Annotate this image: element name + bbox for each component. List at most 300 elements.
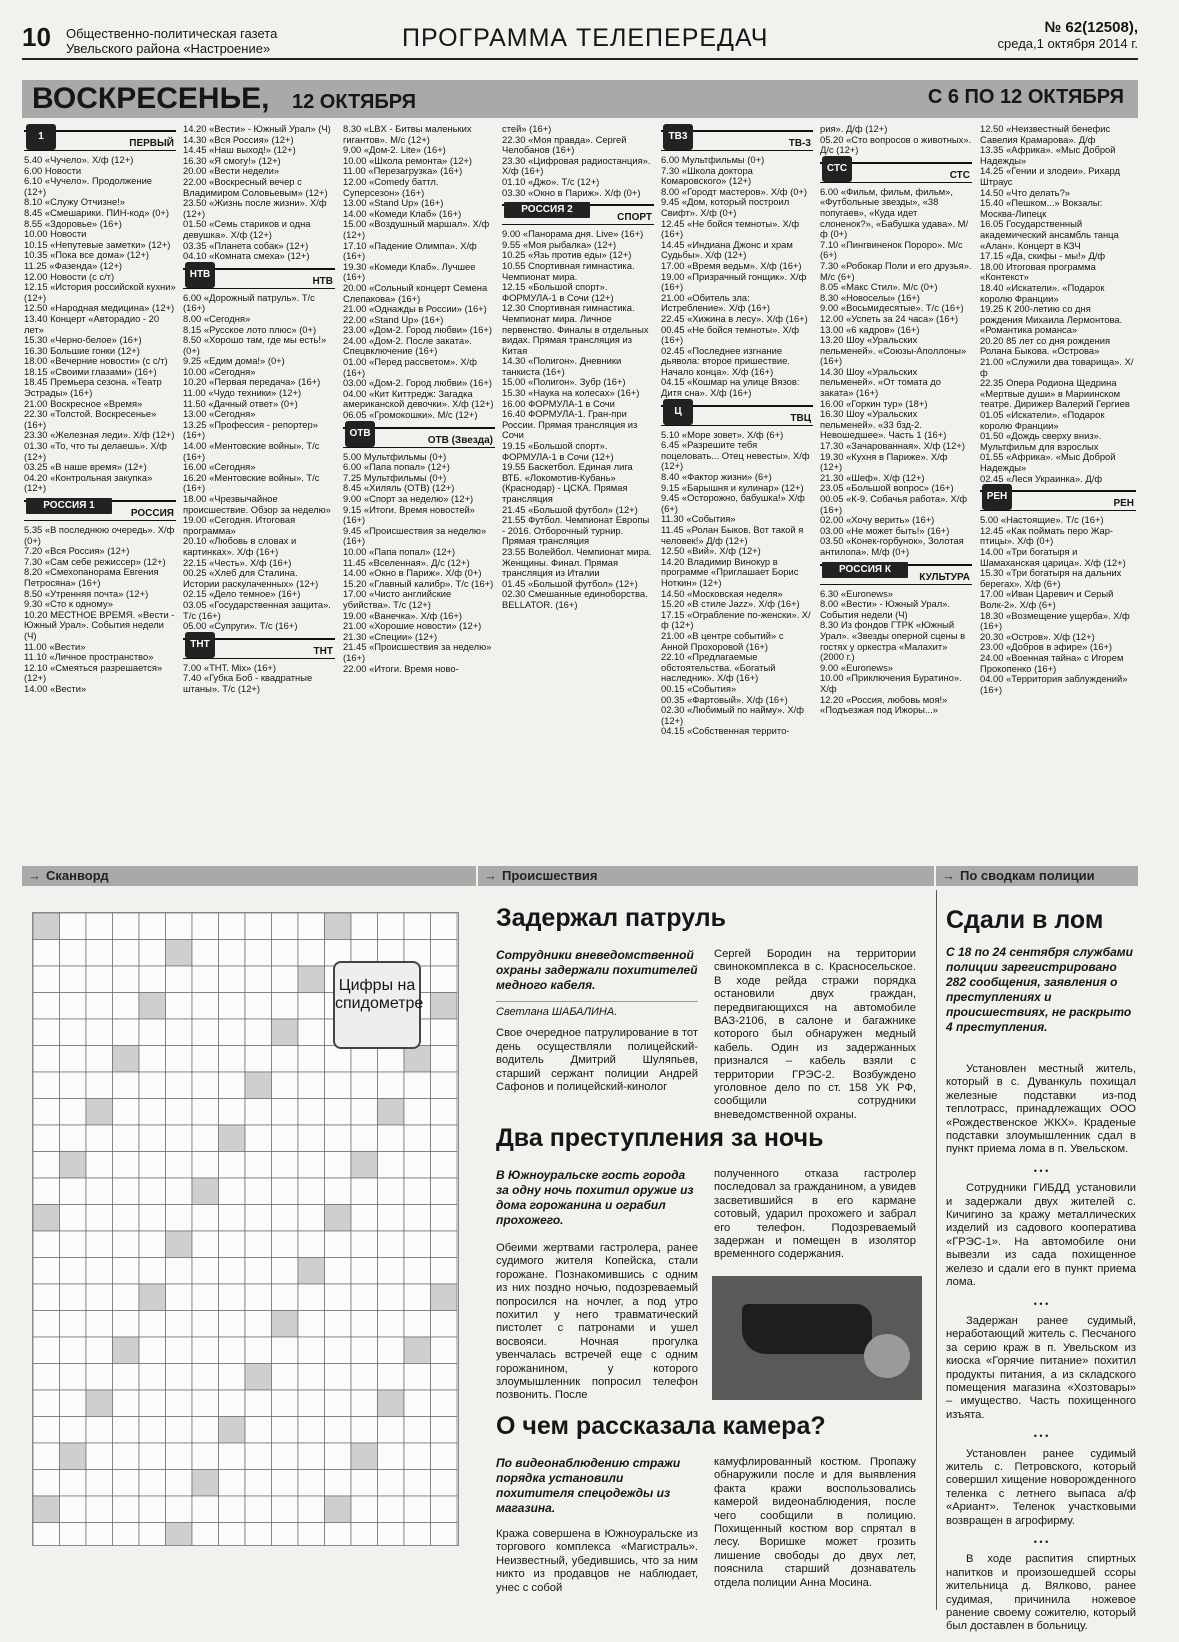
crossword-cell bbox=[192, 1072, 219, 1099]
channel-header-kultura: РОССИЯ К КУЛЬТУРА bbox=[820, 564, 972, 585]
channel-header-tnt: ТНТ ТНТ bbox=[183, 638, 335, 659]
crossword-cell bbox=[33, 1258, 60, 1285]
crossword-cell bbox=[378, 1470, 405, 1497]
tv-column-1 bbox=[24, 124, 176, 854]
crossword-cell bbox=[272, 1284, 299, 1311]
crossword-cell bbox=[33, 1205, 60, 1232]
crossword-cell bbox=[245, 1125, 272, 1152]
crossword-cell bbox=[192, 1311, 219, 1338]
crossword-cell bbox=[325, 1364, 352, 1391]
crossword-cell bbox=[404, 1072, 431, 1099]
crossword-cell bbox=[272, 1046, 299, 1073]
band-crossword: → Сканворд bbox=[22, 866, 476, 886]
crossword-cell bbox=[431, 1178, 458, 1205]
crossword-cell bbox=[139, 1523, 166, 1546]
crossword-cell bbox=[60, 1205, 87, 1232]
pistol-photo bbox=[712, 1276, 922, 1400]
crossword-cell bbox=[351, 1523, 378, 1546]
crossword-cell bbox=[86, 1152, 113, 1179]
crossword-cell bbox=[192, 1470, 219, 1497]
crossword-cell bbox=[378, 1231, 405, 1258]
crossword-cell bbox=[192, 1152, 219, 1179]
crossword-cell bbox=[166, 913, 193, 940]
crossword-cell bbox=[219, 1019, 246, 1046]
crossword-cell bbox=[60, 1443, 87, 1470]
crossword-cell bbox=[113, 993, 140, 1020]
crossword-cell bbox=[325, 1443, 352, 1470]
schedule-rossiya: 5.35 «В последнюю очередь». Х/ф (0+) 7.20 «Вся Россия» (12+) 7.30 «Сам себе режиссер» (12+) 8.20 «Смехопанорама Евгения Петросяна» (16+) 8.50 «Утренняя почта» (12+) 9.30 «Сто к одному» 10.20 МЕСТНОЕ ВРЕМЯ. «Вести - Южный Урал». События недели (Ч) 11.00 «Вести» 11.10 «Личное пространство» 12.10 «Смеяться разрешается» (12+) 14.00 «Вести» bbox=[24, 524, 175, 694]
crossword-cell bbox=[351, 1337, 378, 1364]
crossword-cell bbox=[192, 913, 219, 940]
police-item: Установлен ранее судимый житель с. Петровского, который совершил хищение новорожденного теленка с летнего выпаса а/ф «Ариант». Теленок участковыми возвращен в агрофирму. bbox=[946, 1447, 1136, 1527]
schedule-tvc: 5.10 «Море зовет». Х/ф (6+) 6.45 «Разрешите тебя поцеловать... Отец невесты». Х/ф (12+) 8.40 «Фактор жизни» (6+) 9.15 «Барышня и кулинар» (12+) 9.45 «Осторожно, бабушка!» Х/ф (6+) 11.30 «События» 11.45 «Ролан Быков. Вот такой я человек!» Д/ф (12+) 12.50 «Вий». Х/ф (12+) 14.20 Владимир Винокур в программе «Приглашает Борис Ноткин» (12+) 14.50 «Московская неделя» 15.20 «В стиле Jazz». Х/ф (16+) 17.15 «Ограбление по-женски». Х/ф (12+) 21.00 «В центре событий» с Анной Прохоровой (16+) 22.10 «Предлагаемые обстоятельства. «Богатый наследник». Х/ф (16+) 00.15 «События» 00.35 «Фартовый». Х/ф (16+) 02.30 «Любимый по найму». Х/ф (12+) 04.15 «Собственная террито- bbox=[661, 428, 811, 737]
crossword-cell bbox=[33, 1470, 60, 1497]
crossword-cell bbox=[166, 1390, 193, 1417]
article-lead: С 18 по 24 сентября службами полиции зарегистрировано 282 сообщения, заявления о преступлениях и происшествиях, не раскрыто 4 преступления. bbox=[946, 945, 1133, 1034]
schedule-rossiya-cont: 14.20 «Вести» - Южный Урал» (Ч) 14.30 «Вся Россия» (12+) 14.45 «Наш выход!» (12+) 16.30 «Я смогу!» (12+) 20.00 «Вести недели» 22.00 «Воскресный вечер с Владимиром Соловьевым» (12+) 23.50 «Жизнь после жизни». Х/ф (12+) 01.50 «Семь стариков и одна девушка». Х/ф (12+) 03.35 «Планета собак» (12+) 04.10 «Комната смеха» (12+) bbox=[183, 124, 331, 262]
crossword-cell bbox=[404, 1099, 431, 1126]
crossword-cell bbox=[86, 993, 113, 1020]
crossword-cell bbox=[166, 1364, 193, 1391]
crossword-cell bbox=[33, 1231, 60, 1258]
crossword-cell bbox=[298, 966, 325, 993]
crossword-cell bbox=[325, 913, 352, 940]
crossword-cell bbox=[219, 1125, 246, 1152]
crossword-cell bbox=[139, 1443, 166, 1470]
tv3-logo-icon: ТВ3 bbox=[663, 124, 693, 150]
crossword-cell bbox=[325, 1099, 352, 1126]
crossword-cell bbox=[378, 1496, 405, 1523]
article-author: Светлана ШАБАЛИНА. bbox=[496, 1001, 698, 1019]
crossword-cell bbox=[245, 1152, 272, 1179]
crossword-cell bbox=[378, 1205, 405, 1232]
article-camera-left bbox=[496, 1456, 698, 1595]
tnt-logo-icon: ТНТ bbox=[185, 632, 215, 658]
crossword-cell bbox=[60, 1125, 87, 1152]
crossword-cell bbox=[298, 1496, 325, 1523]
crossword-cell bbox=[192, 1046, 219, 1073]
crossword-cell bbox=[431, 1523, 458, 1546]
crossword-cell bbox=[219, 1470, 246, 1497]
crossword-cell bbox=[86, 1443, 113, 1470]
crossword-cell bbox=[113, 1496, 140, 1523]
crossword-cell bbox=[166, 1311, 193, 1338]
band-incidents: → Происшествия bbox=[478, 866, 934, 886]
crossword-cell bbox=[298, 1311, 325, 1338]
crossword-cell bbox=[431, 940, 458, 967]
crossword-cell bbox=[325, 1470, 352, 1497]
crossword-cell bbox=[113, 1125, 140, 1152]
crossword-cell bbox=[86, 1072, 113, 1099]
crossword-cell bbox=[351, 1390, 378, 1417]
crossword-cell bbox=[378, 1046, 405, 1073]
crossword-cell bbox=[33, 1152, 60, 1179]
crossword-cell bbox=[325, 1072, 352, 1099]
crossword-cell bbox=[219, 1046, 246, 1073]
crossword-cell bbox=[192, 1523, 219, 1546]
crossword-cell bbox=[431, 1258, 458, 1285]
crossword-cell bbox=[60, 1046, 87, 1073]
crossword-cell bbox=[86, 1390, 113, 1417]
crossword-cell bbox=[378, 1099, 405, 1126]
crossword-cell bbox=[166, 1205, 193, 1232]
crossword-cell bbox=[245, 1311, 272, 1338]
crossword-cell bbox=[139, 1284, 166, 1311]
crossword-cell bbox=[404, 1258, 431, 1285]
crossword-cell bbox=[192, 1019, 219, 1046]
column-divider bbox=[936, 890, 937, 1610]
crossword-cell bbox=[298, 1523, 325, 1546]
crossword-cell bbox=[272, 1443, 299, 1470]
crossword-cell bbox=[86, 1496, 113, 1523]
crossword-cell bbox=[219, 1258, 246, 1285]
schedule-kultura: 6.30 «Euronews» 8.00 «Вести» - Южный Урал». События недели (Ч) 8.30 Из фондов ГТРК «Южный Урал». «Звезды оперной сцены в гостях у оркестра «Малахит» (2000 г.) 9.00 «Euronews» 10.00 «Приключения Буратино». Х/ф 12.20 «Россия, любовь моя!» «Подъезжая под Ижоры...» bbox=[820, 587, 966, 716]
crossword-cell bbox=[298, 1046, 325, 1073]
crossword-cell bbox=[272, 1311, 299, 1338]
article-title: Сдали в лом bbox=[946, 906, 1104, 934]
crossword-cell bbox=[378, 1178, 405, 1205]
section-title: ПРОГРАММА ТЕЛЕПЕРЕДАЧ bbox=[402, 24, 769, 52]
crossword-cell bbox=[86, 1364, 113, 1391]
crossword-cell bbox=[86, 940, 113, 967]
crossword-cell bbox=[192, 1258, 219, 1285]
crossword-cell bbox=[351, 1258, 378, 1285]
crossword-cell bbox=[33, 1284, 60, 1311]
crossword-cell bbox=[113, 1231, 140, 1258]
crossword-cell bbox=[139, 1099, 166, 1126]
crossword-cell bbox=[272, 1019, 299, 1046]
crossword-cell bbox=[60, 1099, 87, 1126]
crossword-cell bbox=[139, 993, 166, 1020]
crossword-cell bbox=[60, 1496, 87, 1523]
crossword-cell bbox=[139, 1231, 166, 1258]
separator: • • • bbox=[1033, 1165, 1049, 1176]
schedule-tnt: 7.00 «ТНТ. Mix» (16+) 7.40 «Губка Боб - квадратные штаны». Т/с (12+) bbox=[183, 661, 313, 694]
crossword-cell bbox=[219, 1205, 246, 1232]
crossword-cell bbox=[378, 1523, 405, 1546]
crossword-cell bbox=[139, 1046, 166, 1073]
crossword-cell bbox=[378, 1417, 405, 1444]
crossword-cell bbox=[86, 1125, 113, 1152]
article-lead: В Южноуральске гость города за одну ночь похитил оружие из дома горожанина и ограбил прохожего. bbox=[496, 1168, 694, 1227]
crossword-cell bbox=[245, 1258, 272, 1285]
crossword-cell bbox=[33, 1364, 60, 1391]
rossiyak-logo-icon: РОССИЯ К bbox=[822, 562, 908, 578]
crossword-cell bbox=[431, 1046, 458, 1073]
crossword-cell bbox=[272, 1231, 299, 1258]
crossword-cell bbox=[404, 1390, 431, 1417]
crossword-cell bbox=[33, 966, 60, 993]
crossword-cell bbox=[325, 1258, 352, 1285]
crossword-cell bbox=[325, 1311, 352, 1338]
channel-header-otv: ОТВ ОТВ (Звезда) bbox=[343, 427, 495, 448]
tv-column-6 bbox=[820, 124, 972, 854]
crossword-cell bbox=[351, 1364, 378, 1391]
crossword-cell bbox=[245, 1443, 272, 1470]
crossword-cell bbox=[404, 1337, 431, 1364]
cartridge-icon bbox=[864, 1334, 910, 1378]
crossword-cell bbox=[86, 1231, 113, 1258]
crossword-cell bbox=[192, 1205, 219, 1232]
day-banner bbox=[22, 80, 1138, 118]
crossword-cell bbox=[404, 1496, 431, 1523]
crossword-cell bbox=[404, 1152, 431, 1179]
crossword-cell bbox=[86, 1337, 113, 1364]
crossword-cell bbox=[298, 1072, 325, 1099]
crossword-cell bbox=[351, 1046, 378, 1073]
article-patrol-right bbox=[714, 948, 916, 1122]
crossword-cell bbox=[351, 1099, 378, 1126]
schedule-otv: 5.00 Мультфильмы (0+) 6.00 «Папа попал» (12+) 7.25 Мультфильмы (0+) 8.45 «Хиляль (ОТВ) (12+) 9.00 «Спорт за неделю» (12+) 9.15 «Итоги. Время новостей» (16+) 9.45 «Происшествия за неделю» (16+) 10.00 «Папа попал» (12+) 11.45 «Вселенная». Д/с (12+) 14.00 «Окно в Париж». Х/ф (0+) 15.20 «Главный калибр». Т/с (16+) 17.00 «Чисто английские убийства». Т/с (12+) 19.00 «Ванечка». Х/ф (16+) 21.00 «Хорошие новости» (12+) 21.30 «Специи» (12+) 21.45 «Происшествия за неделю» (16+) 22.00 «Итоги. Время ново- bbox=[343, 450, 494, 674]
schedule-perviy: 5.40 «Чучело». Х/ф (12+) 6.00 Новости 6.10 «Чучело». Продолжение (12+) 8.10 «Служу Отчизне!» 8.45 «Смешарики. ПИН-код» (0+) 8.55 «Здоровье» (16+) 10.00 Новости 10.15 «Непутевые заметки» (12+) 10.35 «Пока все дома» (12+) 11.25 «Фазенда» (12+) 12.00 Новости (с с/т) 12.15 «История российской кухни» (12+) 12.50 «Народная медицина» (12+) 13.40 Концерт «Авторадио - 20 лет» 15.30 «Черно-белое» (16+) 16.30 Большие гонки (12+) 18.00 «Вечерние новости» (с с/т) 18.15 «Своими глазами» (16+) 18.45 Премьера сезона. «Театр Эстрады» (16+) 21.00 Воскресное «Время» 22.30 «Толстой. Воскресенье» (16+) 23.30 «Железная леди». Х/ф (12+) 01.30 «То, что ты делаешь». Х/ф (12+) 03.25 «В наше время» (12+) 04.20 «Контрольная закупка» (12+) bbox=[24, 154, 176, 494]
crossword-cell bbox=[404, 1470, 431, 1497]
article-two-crimes bbox=[496, 1124, 916, 1163]
crossword-cell bbox=[113, 1258, 140, 1285]
crossword-cell bbox=[404, 1417, 431, 1444]
crossword-cell bbox=[219, 1178, 246, 1205]
crossword-cell bbox=[351, 1443, 378, 1470]
crossword-cell bbox=[351, 1152, 378, 1179]
crossword-cell bbox=[113, 1046, 140, 1073]
crossword-cell bbox=[113, 1205, 140, 1232]
crossword-cell bbox=[192, 1390, 219, 1417]
crossword-cell bbox=[298, 1337, 325, 1364]
crossword-cell bbox=[113, 1443, 140, 1470]
crossword-cell bbox=[378, 1311, 405, 1338]
crossword-cell bbox=[272, 1523, 299, 1546]
schedule-ntv: 6.00 «Дорожный патруль». Т/с (16+) 8.00 «Сегодня» 8.15 «Русское лото плюс» (0+) 8.50 «Хорошо там, где мы есть!» (0+) 9.25 «Едим дома!» (0+) 10.00 «Сегодня» 10.20 «Первая передача» (16+) 11.00 «Чудо техники» (12+) 11.50 «Дачный ответ» (0+) 13.00 «Сегодня» 13.25 «Профессия - репортер» (16+) 14.00 «Ментовские войны». Т/с (16+) 16.00 «Сегодня» 16.20 «Ментовские войны». Т/с (16+) 18.00 «Чрезвычайное происшествие. Обзор за неделю» 19.00 «Сегодня. Итоговая программа» 20.10 «Любовь в словах и картинках». Х/ф (16+) 22.15 «Честь». Х/ф (16+) 00.25 «Хлеб для Сталина. Истории раскулаченных» (12+) 02.15 «Дело темное» (16+) 03.05 «Государственная защита». Т/с (16+) 05.00 «Супруги». Т/с (16+) bbox=[183, 291, 331, 632]
crossword-cell bbox=[431, 1125, 458, 1152]
crossword-cell bbox=[139, 1125, 166, 1152]
crossword-cell bbox=[113, 1337, 140, 1364]
crossword-cell bbox=[113, 1311, 140, 1338]
tv-column-3 bbox=[343, 124, 495, 854]
crossword-cell bbox=[431, 1337, 458, 1364]
crossword-cell bbox=[351, 1072, 378, 1099]
crossword-cell bbox=[86, 913, 113, 940]
crossword-cell bbox=[325, 1417, 352, 1444]
crossword-cell bbox=[166, 1178, 193, 1205]
crossword-cell bbox=[378, 1337, 405, 1364]
crossword-cell bbox=[192, 1496, 219, 1523]
crossword-cell bbox=[166, 1443, 193, 1470]
crossword-cell bbox=[298, 913, 325, 940]
crossword-cell bbox=[298, 1125, 325, 1152]
crossword-cell bbox=[192, 1417, 219, 1444]
crossword-cell bbox=[404, 1231, 431, 1258]
crossword-cell bbox=[219, 913, 246, 940]
crossword-cell bbox=[351, 1417, 378, 1444]
crossword-cell bbox=[378, 913, 405, 940]
crossword-cell bbox=[113, 940, 140, 967]
article-body: Сергей Бородин на территории свинокомплекса в с. Красносельское. В ходе рейда стражи порядка остановили двух граждан, передвигающихся на автомобиле ВАЗ-2106, в салоне и багажнике которого был обнаружен медный кабель. Один из задержанных признался – кабель взяли с территории ГРЭС-2. Возбуждено уголовное дело по ст. 158 УК РФ, сообщили сотрудники вневедомственной охраны. bbox=[714, 948, 916, 1121]
separator: • • • bbox=[1033, 1298, 1049, 1309]
crossword-cell bbox=[298, 1231, 325, 1258]
police-report bbox=[946, 906, 1136, 1642]
crossword-cell bbox=[113, 1364, 140, 1391]
crossword-cell bbox=[272, 1125, 299, 1152]
crossword-cell bbox=[60, 1072, 87, 1099]
crossword-cell bbox=[60, 1152, 87, 1179]
crossword-cell bbox=[245, 913, 272, 940]
crossword-cell bbox=[86, 1178, 113, 1205]
tv-column-2 bbox=[183, 124, 335, 854]
crossword-cell bbox=[431, 1390, 458, 1417]
crossword-cell bbox=[325, 1178, 352, 1205]
crossword-cell bbox=[219, 1523, 246, 1546]
crossword-cell bbox=[113, 1417, 140, 1444]
crossword-cell bbox=[86, 966, 113, 993]
crossword-cell bbox=[219, 1099, 246, 1126]
crossword-cell bbox=[378, 1072, 405, 1099]
crossword-cell bbox=[219, 1231, 246, 1258]
crossword-cell bbox=[378, 1364, 405, 1391]
crossword-cell bbox=[272, 940, 299, 967]
separator: • • • bbox=[1033, 1431, 1049, 1442]
crossword-cell bbox=[86, 1284, 113, 1311]
crossword-cell bbox=[272, 1337, 299, 1364]
crossword-cell bbox=[245, 1046, 272, 1073]
crossword-cell bbox=[219, 1496, 246, 1523]
crossword-cell bbox=[404, 1046, 431, 1073]
crossword-cell bbox=[272, 1470, 299, 1497]
police-item: Установлен местный житель, который в с. Дуванкуль похищал железные подставки из-под теплотрасс, принадлежащих ООО «Рождественское ЖКХ». Краденые подставки злоумышленник сдал в пункт приема лома в п. Увельском. bbox=[946, 1063, 1136, 1156]
crossword-cell bbox=[298, 1019, 325, 1046]
crossword-cell bbox=[351, 1311, 378, 1338]
crossword-cell bbox=[166, 1284, 193, 1311]
crossword-cell bbox=[192, 1125, 219, 1152]
crossword-cell bbox=[298, 1205, 325, 1232]
article-body: Кража совершена в Южноуральске из торгового комплекса «Магистраль». Неизвестный, убедившись, что за ним никто из продавцов не наблюдает, унес с собой bbox=[496, 1528, 698, 1594]
crossword-cell bbox=[139, 1205, 166, 1232]
crossword-cell bbox=[219, 1364, 246, 1391]
crossword-cell bbox=[245, 1470, 272, 1497]
crossword-cell bbox=[113, 1072, 140, 1099]
crossword-cell bbox=[351, 1125, 378, 1152]
police-item: В ходе распития спиртных напитков и произошедшей ссоры жительница д. Вялково, ранее судимая, причинила ножевое ранение своему сожителю, который был доставлен в больницу. bbox=[946, 1553, 1136, 1633]
crossword-cell bbox=[219, 993, 246, 1020]
crossword-cell bbox=[245, 940, 272, 967]
crossword-cell bbox=[166, 1496, 193, 1523]
crossword-cell bbox=[139, 1178, 166, 1205]
crossword-cell bbox=[272, 1496, 299, 1523]
crossword-cell bbox=[378, 1443, 405, 1470]
crossword-cell bbox=[113, 1019, 140, 1046]
crossword-cell bbox=[245, 1019, 272, 1046]
crossword-cell bbox=[166, 1417, 193, 1444]
crossword-cell bbox=[192, 1284, 219, 1311]
article-title: О чем рассказала камера? bbox=[496, 1412, 826, 1440]
crossword-cell bbox=[404, 1443, 431, 1470]
crossword-cell bbox=[60, 1311, 87, 1338]
crossword-cell bbox=[431, 1205, 458, 1232]
page-header bbox=[22, 18, 1138, 60]
crossword-cell bbox=[192, 1337, 219, 1364]
crossword-cell bbox=[378, 1284, 405, 1311]
crossword-cell bbox=[139, 1390, 166, 1417]
crossword-cell bbox=[298, 1152, 325, 1179]
crossword-cell bbox=[325, 1152, 352, 1179]
crossword-cell bbox=[298, 1443, 325, 1470]
crossword-cell bbox=[192, 940, 219, 967]
schedule-sts: 6.00 «Фильм, фильм, фильм», «Футбольные звезды», «38 попугаев», «Куда идет слоненок?», «Бабушка удава». М/ф (0+) 7.10 «Пингвиненок Пороро». М/с (6+) 7.30 «Робокар Поли и его друзья». М/с (6+) 8.05 «Макс Стил». М/с (0+) 8.30 «Новоселы» (16+) 9.00 «Восьмидесятые». Т/с (16+) 12.00 «Успеть за 24 часа» (16+) 13.00 «6 кадров» (16+) 13.20 Шоу «Уральских пельменей». «Союзы-Аполлоны» (16+) 14.30 Шоу «Уральских пельменей». «От томата до заката» (16+) 16.00 «Горкин тур» (18+) 16.30 Шоу «Уральских пельменей». «33 бзд-2. Невошедшее». Часть 1 (16+) 17.30 «Зачарованная». Х/ф (12+) 19.30 «Кухня в Париже». Х/ф (12+) 21.30 «Шеф». Х/ф (12+) 23.05 «Большой вопрос» (16+) 00.05 «К-9. Собачья работа». Х/ф (16+) 02.00 «Хочу верить» (16+) 03.00 «Не может быть!» (16+) 03.50 «Конек-горбунок», Золотая антилопа». М/ф (0+) bbox=[820, 185, 972, 557]
crossword-cell bbox=[325, 1523, 352, 1546]
crossword-cell bbox=[378, 1390, 405, 1417]
crossword-cell bbox=[404, 1311, 431, 1338]
crossword-cell bbox=[86, 1019, 113, 1046]
crossword-cell bbox=[60, 1284, 87, 1311]
crossword-cell bbox=[272, 1205, 299, 1232]
schedule-tv3: 6.00 Мультфильмы (0+) 7.30 «Школа доктора Комаровского» (12+) 8.00 «Городт мастеров». Х/ф (0+) 9.45 «Дом, который построил Свифт». Х/ф (0+) 12.45 «Не бойся темноты». Х/ф (16+) 14.45 «Индиана Джонс и храм Судьбы». Х/ф (12+) 17.00 «Время ведьм». Х/ф (16+) 19.00 «Призрачный гонщик». Х/ф (16+) 21.00 «Обитель зла: Истребление». Х/ф (16+) 22.45 «Хижина в лесу». Х/ф (16+) 00.45 «Не бойся темноты». Х/ф (16+) 02.45 «Последнее изгнание дьявола: второе пришествие. Начало конца». Х/ф (16+) 04.15 «Кошмар на улице Вязов: Дитя сна». Х/ф (16+) bbox=[661, 154, 808, 399]
article-body: Обеими жертвами гастролера, ранее судимого жителя Копейска, стали горожане. Познакомившись с одним из них поздно ночью, подозреваемый попросился на ночлег, а под утро похитил у него травматический пистолет с патронами и ушел восвояси. Ночная прогулка увенчалась встречей еще с одним горожанином, у которого злоумышленник попросил телефон позвонить. После bbox=[496, 1242, 698, 1402]
crossword-cell bbox=[33, 1178, 60, 1205]
crossword-cell bbox=[378, 1152, 405, 1179]
crossword-cell bbox=[245, 1178, 272, 1205]
crossword-cell bbox=[86, 1470, 113, 1497]
crossword-cell bbox=[245, 1417, 272, 1444]
schedule-kultura-cont: 12.50 «Неизвестный бенефис Савелия Крамарова». Д/ф 13.35 «Африка». «Мыс Доброй Надежды» 14.25 «Гении и злодеи». Рихард Штраус 14.50 «Что делать?» 15.40 «Пешком...» Вокзалы: Москва-Липецк 16.05 Государственный академический ансамбль танца «Алан». Концерт в КЗЧ 17.15 «Да, скифы - мы!» Д/ф 18.00 Итоговая программа «Контекст» 18.40 «Искатели». «Подарок королю Франции» 19.25 К 200-летию со дня рождения Михаила Лермонтова. «Романтика романса» 20.20 85 лет со дня рождения Ролана Быкова. «Острова» 21.00 «Служили два товарища». Х/ф 22.35 Опера Родиона Щедрина «Мертвые души» в Мариинском театре. Дирижер Валерий Гергиев 01.05 «Искатели». «Подарок королю Франции» 01.50 «Дождь сверху вниз». Мультфильм для взрослых 01.55 «Африка». «Мыс Доброй Надежды» 02.45 «Леся Украинка». Д/ф bbox=[980, 124, 1134, 484]
crossword-cell bbox=[33, 913, 60, 940]
crossword-cell bbox=[60, 1470, 87, 1497]
crossword-cell bbox=[431, 993, 458, 1020]
crossword-cell bbox=[404, 1284, 431, 1311]
day-date: 12 ОКТЯБРЯ bbox=[292, 91, 416, 113]
schedule-tvc-cont: рия». Д/ф (12+) 05.20 «Сто вопросов о животных». Д/с (12+) bbox=[820, 124, 972, 156]
crossword-cell bbox=[33, 1072, 60, 1099]
crossword-cell bbox=[431, 1496, 458, 1523]
crossword-cell bbox=[86, 1258, 113, 1285]
crossword-cell bbox=[33, 993, 60, 1020]
channel-header-sport: РОССИЯ 2 СПОРТ bbox=[502, 204, 654, 225]
channel-header-ren: РЕН РЕН bbox=[980, 490, 1136, 511]
crossword-cell bbox=[139, 940, 166, 967]
article-body: полученного отказа гастролер последовал за гражданином, а увидев засветившийся в его кармане сотовый, ударил прохожего и забрал его телефон. Подозреваемый задержан и помещен в изолятор временного содержания. bbox=[714, 1168, 916, 1261]
crossword-cell bbox=[166, 993, 193, 1020]
crossword-cell bbox=[86, 1046, 113, 1073]
crossword-cell bbox=[139, 1337, 166, 1364]
crossword-cell bbox=[166, 1099, 193, 1126]
crossword-cell bbox=[60, 1019, 87, 1046]
crossword-cell bbox=[378, 1258, 405, 1285]
crossword-cell bbox=[325, 1046, 352, 1073]
crossword-cell bbox=[431, 1019, 458, 1046]
crossword-cell bbox=[192, 1231, 219, 1258]
article-camera bbox=[496, 1412, 916, 1451]
crossword-cell bbox=[325, 1125, 352, 1152]
article-patrol-left bbox=[496, 948, 698, 1094]
crossword-cell bbox=[272, 1178, 299, 1205]
article-body: камуфлированный костюм. Пропажу обнаружили после и для выявления факта кражи воспользовались камерой видеонаблюдения, после чего сообщили в полицию. Похищенный костюм вор спрятал в лесу. Воришке может грозить лишение свободы до двух лет, пояснила старший дознаватель отдела полиции Анна Мосина. bbox=[714, 1456, 916, 1589]
crossword-cell bbox=[245, 1231, 272, 1258]
crossword-cell bbox=[113, 1178, 140, 1205]
crossword-cell bbox=[192, 1364, 219, 1391]
ntv-logo-icon: НТВ bbox=[185, 262, 215, 288]
crossword-cell bbox=[431, 1311, 458, 1338]
crossword-cell bbox=[60, 1337, 87, 1364]
crossword-cell bbox=[166, 940, 193, 967]
crossword-cell bbox=[60, 1258, 87, 1285]
crossword-cell bbox=[113, 966, 140, 993]
crossword-cell bbox=[219, 1072, 246, 1099]
crossword-cell bbox=[192, 993, 219, 1020]
crossword-cell bbox=[404, 1205, 431, 1232]
crossword-cell bbox=[86, 1523, 113, 1546]
crossword-cell bbox=[298, 1417, 325, 1444]
week-range: С 6 ПО 12 ОКТЯБРЯ bbox=[927, 86, 1124, 108]
crossword-cell bbox=[431, 1152, 458, 1179]
crossword-cell bbox=[60, 993, 87, 1020]
crossword-cell bbox=[272, 993, 299, 1020]
